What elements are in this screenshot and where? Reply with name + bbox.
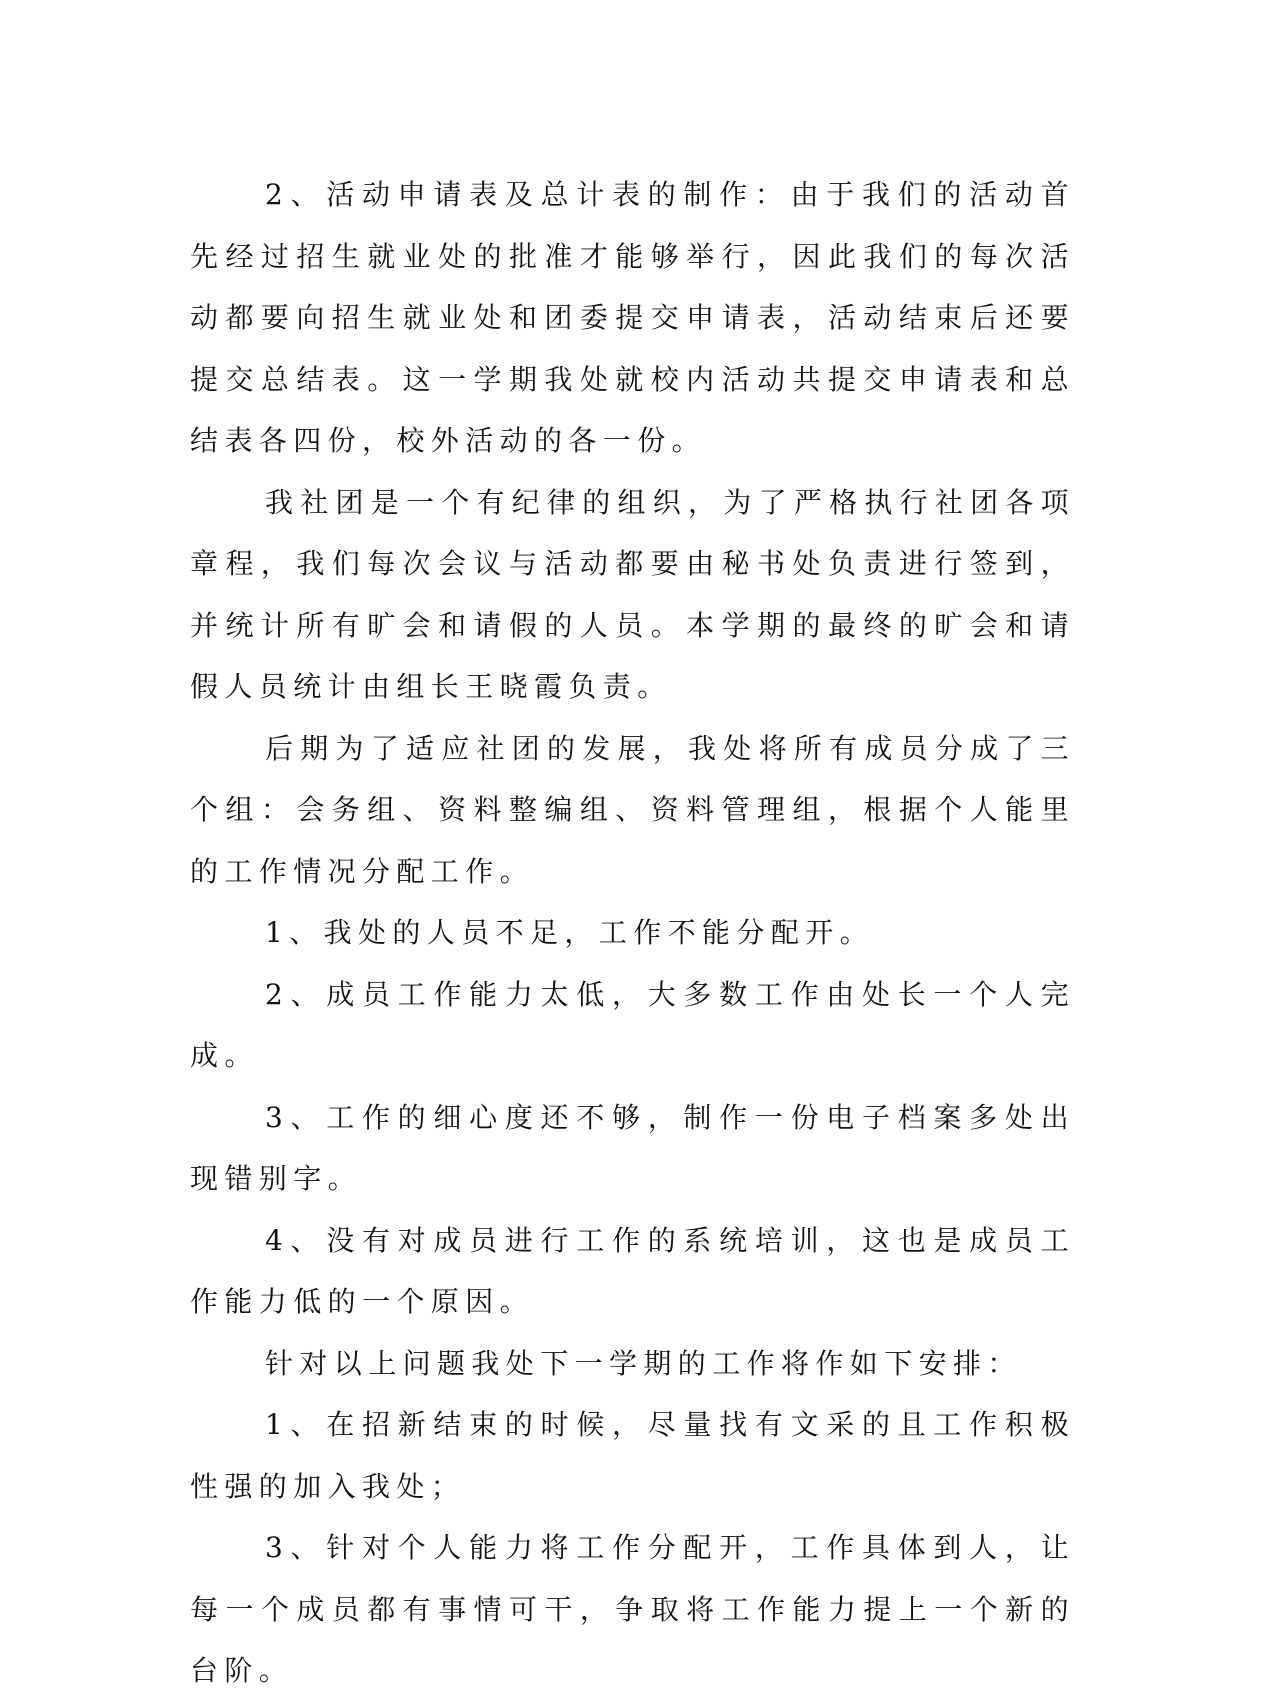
paragraph-problem-4: 4、没有对成员进行工作的系统培训，这也是成员工作能力低的一个原因。 — [190, 1223, 1075, 1318]
paragraph-plan-3: 3、针对个人能力将工作分配开，工作具体到人，让每一个成员都有事情可干，争取将工作能力提上一个新的台阶。 — [190, 1531, 1075, 1687]
paragraph-problem-3: 3、工作的细心度还不够，制作一份电子档案多处出现错别字。 — [190, 1100, 1075, 1195]
paragraph-group-division: 后期为了适应社团的发展，我处将所有成员分成了三个组：会务组、资料整编组、资料管理组，根据个人能里的工作情况分配工作。 — [190, 731, 1075, 888]
paragraph-plan-1: 1、在招新结束的时候，尽量找有文采的且工作积极性强的加入我处； — [190, 1408, 1075, 1503]
paragraph-problem-1: 1、我处的人员不足，工作不能分配开。 — [265, 916, 875, 949]
paragraph-form-production: 2、活动申请表及总计表的制作：由于我们的活动首先经过招生就业处的批准才能够举行，因此我们的每次活动都要向招生就业处和团委提交申请表，活动结束后还要提交总结表。这一学期我处就校内活动共提交申请表和总结表各四份，校外活动的各一份。 — [190, 178, 1075, 457]
document-body — [190, 164, 1075, 1702]
paragraph-problem-2: 2、成员工作能力太低，大多数工作由处长一个人完成。 — [190, 977, 1075, 1072]
paragraph-discipline-signin: 我社团是一个有纪律的组织，为了严格执行社团各项章程，我们每次会议与活动都要由秘书处负责进行签到，并统计所有旷会和请假的人员。本学期的最终的旷会和请假人员统计由组长王晓霞负责。 — [190, 485, 1075, 703]
paragraph-plan-intro: 针对以上问题我处下一学期的工作将作如下安排： — [265, 1346, 1022, 1380]
